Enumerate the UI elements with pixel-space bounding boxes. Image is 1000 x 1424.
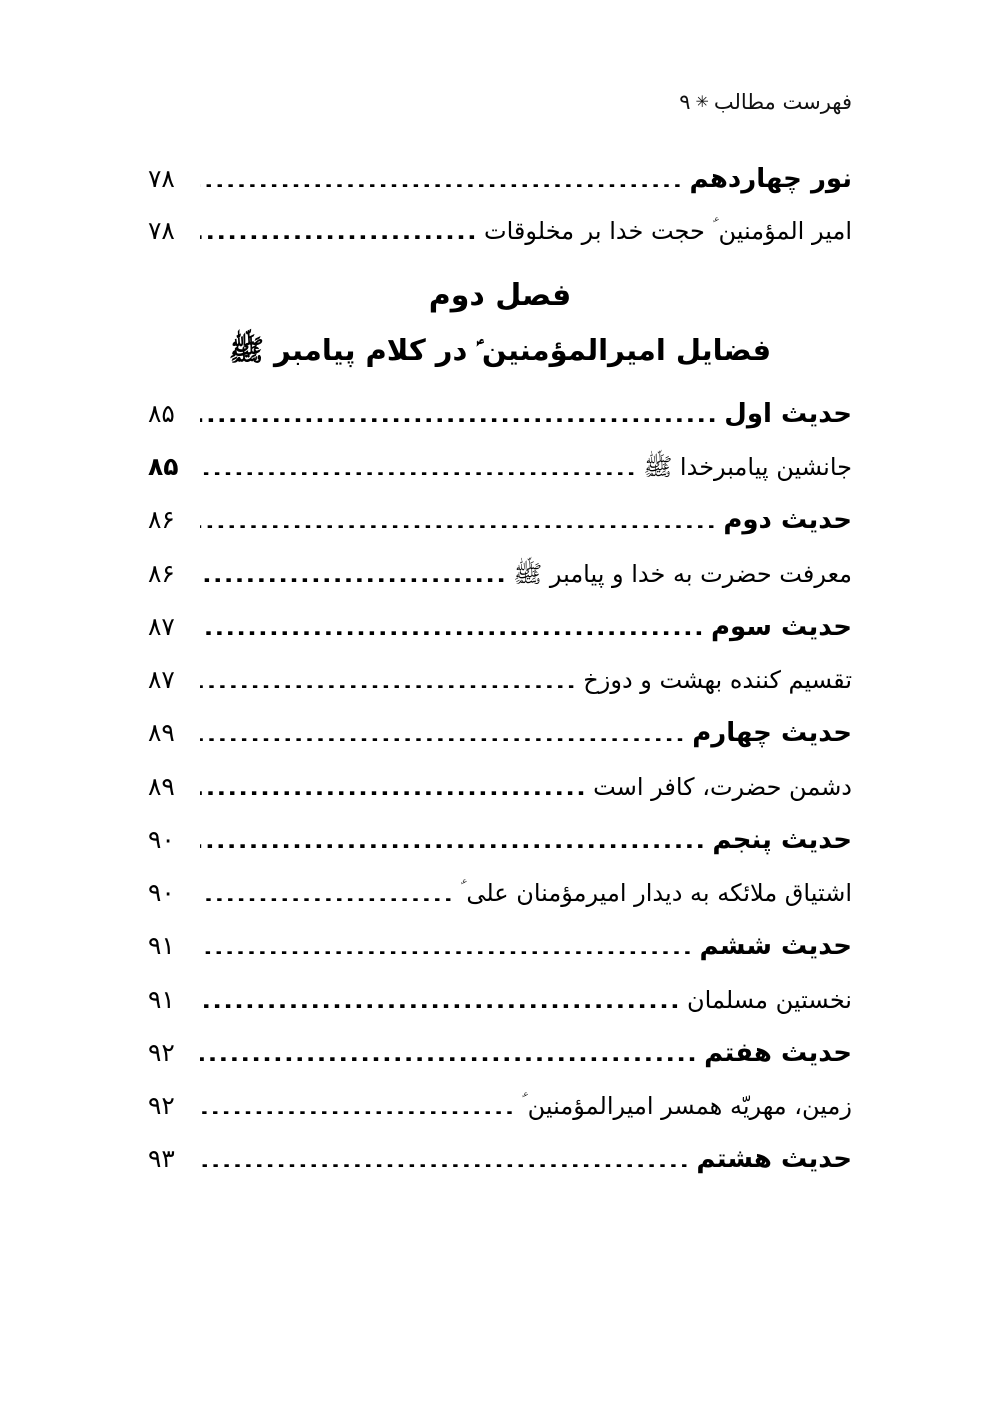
dot-leader [200,938,693,954]
row-spacer [148,1069,852,1091]
toc-entry-main[interactable] [148,611,852,644]
toc-entry-page-number: ۸۶ [148,505,175,535]
toc-entry-main[interactable] [148,1143,852,1176]
chapter-heading-block [148,276,852,370]
toc-entry-title: معرفت حضرت به خدا و پیامبر ﷺ [513,559,852,588]
row-spacer [148,537,852,559]
toc-entry-sub[interactable] [148,452,852,482]
row-spacer [148,1015,852,1037]
toc-entry-page-number: ۹۲ [148,1091,175,1121]
toc-entry-title: نور چهاردهم [689,164,852,194]
dot-leader [200,566,507,582]
chapter-number-label: فصل دوم [428,277,572,313]
toc-entry-title: اشتیاق ملائکه به دیدار امیرمؤمنان علی ؑ [460,879,852,908]
dot-leader [200,992,681,1008]
toc-entry-main[interactable] [148,717,852,750]
toc-entry-main[interactable] [148,1037,852,1070]
toc-entry-sub[interactable] [148,1091,852,1121]
row-spacer [148,695,852,717]
dot-leader [200,1098,516,1114]
toc-entry-main[interactable] [148,398,852,431]
toc-entry-title: نخستین مسلمان [687,985,852,1014]
dot-leader [200,171,684,187]
toc-entry-sub[interactable] [148,878,852,908]
running-header [679,90,852,114]
toc-entry-page-number: ۸۷ [148,665,175,695]
toc-entry-title: امیر المؤمنین ؑ حجت خدا بر مخلوقات [483,216,852,245]
row-spacer [148,908,852,930]
dot-leader [200,1151,690,1167]
dot-leader [200,619,705,635]
row-spacer [148,750,852,772]
running-header-title: فهرست مطالب [713,90,852,114]
toc-entry-sub[interactable] [148,985,852,1015]
dot-leader [200,1045,698,1061]
row-spacer [148,802,852,824]
toc-entry-title: جانشین پیامبرخدا ﷺ [643,453,852,482]
toc-entry-main[interactable] [148,930,852,963]
toc-entry-sub[interactable] [148,216,852,246]
toc-entry-main[interactable] [148,163,852,196]
toc-entry-page-number: ۹۳ [148,1144,175,1174]
running-header-page-number: ۹ [679,90,691,114]
toc-section-before-chapter [148,163,852,246]
dot-leader [200,223,478,239]
chapter-title-label: فضایل امیرالمؤمنین ؑ در کلام پیامبر ﷺ [228,332,772,367]
toc-entry-page-number: ۹۲ [148,1037,175,1067]
toc-entry-title: حدیث ششم [699,931,852,962]
toc-entry-page-number: ۸۶ [148,558,175,588]
toc-entry-sub[interactable] [148,665,852,695]
toc-entry-title: زمین، مهریّه همسر امیرالمؤمنین ؑ [521,1092,852,1121]
toc-entry-title: حدیث سوم [710,611,852,642]
toc-entry-page-number: ۷۸ [148,164,175,193]
dot-leader [200,459,637,475]
toc-entry-page-number: ۹۱ [148,984,175,1014]
toc-entry-page-number: ۹۰ [148,878,175,908]
toc-entry-main[interactable] [148,824,852,857]
toc-entry-page-number: ۹۱ [148,931,175,961]
dot-leader [200,406,718,422]
dot-leader [200,779,587,795]
toc-entry-sub[interactable] [148,559,852,589]
table-of-contents [148,163,852,1176]
dot-leader [200,832,706,848]
toc-entry-main[interactable] [148,504,852,537]
row-spacer [148,856,852,878]
toc-entry-page-number: ۸۷ [148,611,175,641]
row-spacer [148,482,852,504]
toc-entry-page-number: ۸۵ [148,452,179,482]
toc-entry-page-number: ۸۹ [148,718,175,748]
toc-entry-page-number: ۸۵ [148,398,175,428]
row-spacer [148,589,852,611]
toc-entry-title: حدیث اول [724,398,852,429]
toc-entry-sub[interactable] [148,772,852,802]
toc-entry-title: دشمن حضرت، کافر است [593,772,852,801]
toc-entry-page-number: ۹۰ [148,824,175,854]
toc-entry-page-number: ۷۸ [148,215,175,245]
toc-entry-title: حدیث چهارم [692,718,852,749]
dot-leader [200,672,577,688]
toc-entry-title: حدیث پنجم [712,824,852,855]
toc-entry-title: حدیث هفتم [704,1037,852,1068]
row-spacer [148,963,852,985]
toc-entry-title: تقسیم کننده بهشت و دوزخ [583,666,852,695]
row-spacer [148,430,852,452]
row-spacer [148,643,852,665]
toc-entry-page-number: ۸۹ [148,771,175,801]
toc-entry-title: حدیث دوم [723,505,852,536]
asterisk-ornament-icon: ✳ [695,92,709,111]
toc-section-after-chapter [148,398,852,1176]
dot-leader [200,725,686,741]
dot-leader [200,512,717,528]
row-spacer [148,196,852,216]
dot-leader [200,885,454,901]
toc-entry-title: حدیث هشتم [696,1144,852,1175]
row-spacer [148,1121,852,1143]
